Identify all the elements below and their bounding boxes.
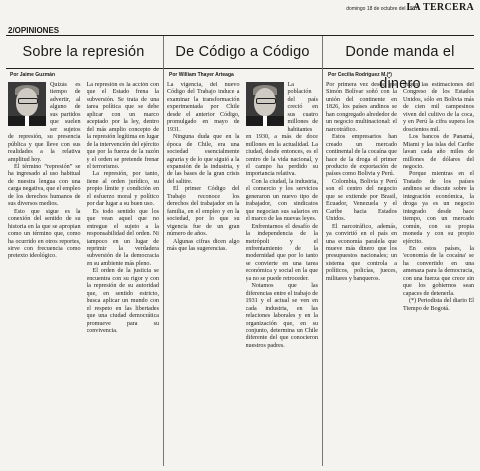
article-byline: Por William Thayer Arteaga — [169, 72, 234, 78]
paragraph: Enfrentarnos el desafío de la independencia de la metrópoli y el enfrentamiento de la modernidad que por lo tanto se convierte en una tarea económica y social en la que ya no se puede retroceder. — [245, 223, 318, 282]
paragraph: La represión, por tanto, tiene al orden jurídico, su propio límite y condición en el esfuerzo moral y político por dar lugar a su buen uso. — [86, 171, 159, 208]
paragraph: Notamos que las diferencias entre el trabajo de 1931 y el actual se ven en cada industria, en las relaciones laborales y en la organización que, en su conjunto, determina un Chile diferente del que conocieron nuestros padres. — [245, 283, 318, 349]
paragraph: El término “represión” se ha ingresado al uso habitual de nuestra lengua con una carga negativa, que el empleo de los derechos humanos de sus diversos medios. — [8, 163, 81, 208]
paragraph: (*) Periodista del diario El Tiempo de Bogotá. — [403, 298, 474, 312]
article-column — [403, 82, 474, 313]
paragraph: El orden de la justicia se encuentra con su rigor y con la represión de su autoridad que, en sentido estricto, busca aplicar un mundo con el respeto en las libertades que una ciudad democrática promueve para su convivencia. — [86, 268, 159, 334]
paragraph: Es todo sentido que los que vean aquel que no entregue el sujeto a la responsabilidad del orden. Ni tampoco en un lugar de reprimir la verdadera subversión de la democracia en su ambiente más pleno. — [86, 208, 159, 267]
paragraph: Según las estimaciones del Congreso de los Estados Unidos, sólo en Bolivia más de cien mil campesinos viven del cultivo de la coca, y en Perú la cifra supera los doscientos mil. — [403, 82, 474, 133]
article-donde-manda-el-dinero — [326, 36, 474, 468]
paragraph: La vigencia, del nuevo Código del Trabajo induce a examinar la transformación experimentada por Chile desde el anterior Código, promulgado en mayo de 1931. — [167, 82, 240, 133]
article-column — [87, 82, 160, 335]
article-title: Donde manda el dinero — [345, 44, 455, 92]
paragraph: Quizás es tiempo de advertir, al alguno de sus partidos que suelen ser sujetos de represión, su presencia pública y que lleve con sus realidades a la relativa amplitud hoy. — [8, 82, 81, 163]
paragraph: Ninguna duda que en la época de Chile, era una sociedad esencialmente agraria y de lo que siguió a la expansión de la industria, y de las bases de la gran crisis del salitre. — [167, 134, 240, 185]
paragraph: El primer Código del Trabajo reconoce los derechos del trabajador en la familia, en el empleo y en la sociedad, por lo que su vigencia fue de un gran número de años. — [167, 186, 240, 238]
article-column — [167, 82, 240, 350]
section-label: 2/OPINIONES — [8, 26, 60, 35]
paragraph: La represión es la acción con que el Estado frena la subversión. Se trata de una tarea política que se debe aplicar con un marco aceptado por la ley, dentro del más amplio concepto de la represión legítima en lugar de la intervención del ejército que por la fuerza de la razón y el orden se pretende frenar el terrorismo. — [86, 82, 159, 170]
paragraph: En estos países, la 'economía de la cocaína' se ha convertido en una amenaza para la democracia, con una fuerza que crece sin que los gobiernos sean capaces de detenerla. — [403, 245, 474, 297]
column-divider — [322, 36, 323, 466]
article-column — [8, 82, 81, 335]
paragraph: Porque mientras en el Tratado de los países andinos se discute sobre la integración económica, la droga ya es un negocio integrado desde hace tiempo, con un mercado común, con su propia moneda y con su propio ejército. — [403, 171, 474, 245]
page-header — [4, 2, 476, 16]
paragraph: El narcotráfico, además, ya convirtió en el país en una economía paralela que mueve más dinero que los presupuestos nacionales; un sistema que controla a políticos, policías, jueces, militares y banqueros. — [326, 223, 397, 282]
article-column — [326, 82, 397, 313]
paragraph: Los bancos de Panamá, Miami y las islas del Caribe lavan cada año miles de millones de dólares del negocio. — [403, 134, 474, 170]
article-title: De Código a Código — [175, 44, 310, 60]
paragraph: Con la ciudad, la industria, el comercio y los servicios generaron un nuevo tipo de trabajador, con sindicatos que negocian sus salarios en el marco de las nuevas leyes. — [245, 178, 318, 223]
article-byline: Por Jaime Guzmán — [10, 72, 56, 78]
article-byline: Por Cecilia Rodríguez M.(*) — [328, 72, 392, 78]
masthead: LA TERCERA — [406, 2, 474, 13]
column-divider — [163, 36, 164, 466]
paragraph: La población del país creció en sus cuatro millones de habitantes en 1930, a más de doce millones en la actualidad. La ciudad, desde entonces, es el centro de la vida nacional, y el campo ha perdido su importancia relativa. — [245, 82, 318, 178]
article-title: Sobre la represión — [22, 44, 145, 60]
paragraph: Esto que sigue es la conexión del sentido de su historia en la que se apropian como un término que, como ha ocurrido en otros reportes, sirve con frecuencia como pretexto ideológico. — [8, 208, 81, 260]
article-de-codigo-a-codigo — [167, 36, 318, 468]
author-photo — [246, 82, 284, 126]
paragraph: Algunas cifras dicen algo más que las sugerencias. — [167, 238, 240, 252]
author-photo — [8, 82, 46, 126]
paragraph: Colombia, Bolivia y Perú son el centro del negocio que se extiende por Brasil, Ecuador, Venezuela y el Caribe hacia Estados Unidos. — [326, 178, 397, 223]
issue-date: domingo 18 de octubre del 1987 — [346, 6, 418, 12]
paragraph: Estos empresarios han creado un mercado continental de la cocaína que hace de la droga el primer producto de exportación de países como Bolivia y Perú. — [326, 134, 397, 178]
article-sobre-la-represion — [8, 36, 159, 468]
paragraph: Por primera vez desde que Simón Bolívar soñó con la unión del continente en 1826, los países andinos se han congregado alrededor de un negocio multinacional: el narcotráfico. — [326, 82, 397, 133]
article-column — [246, 82, 319, 350]
